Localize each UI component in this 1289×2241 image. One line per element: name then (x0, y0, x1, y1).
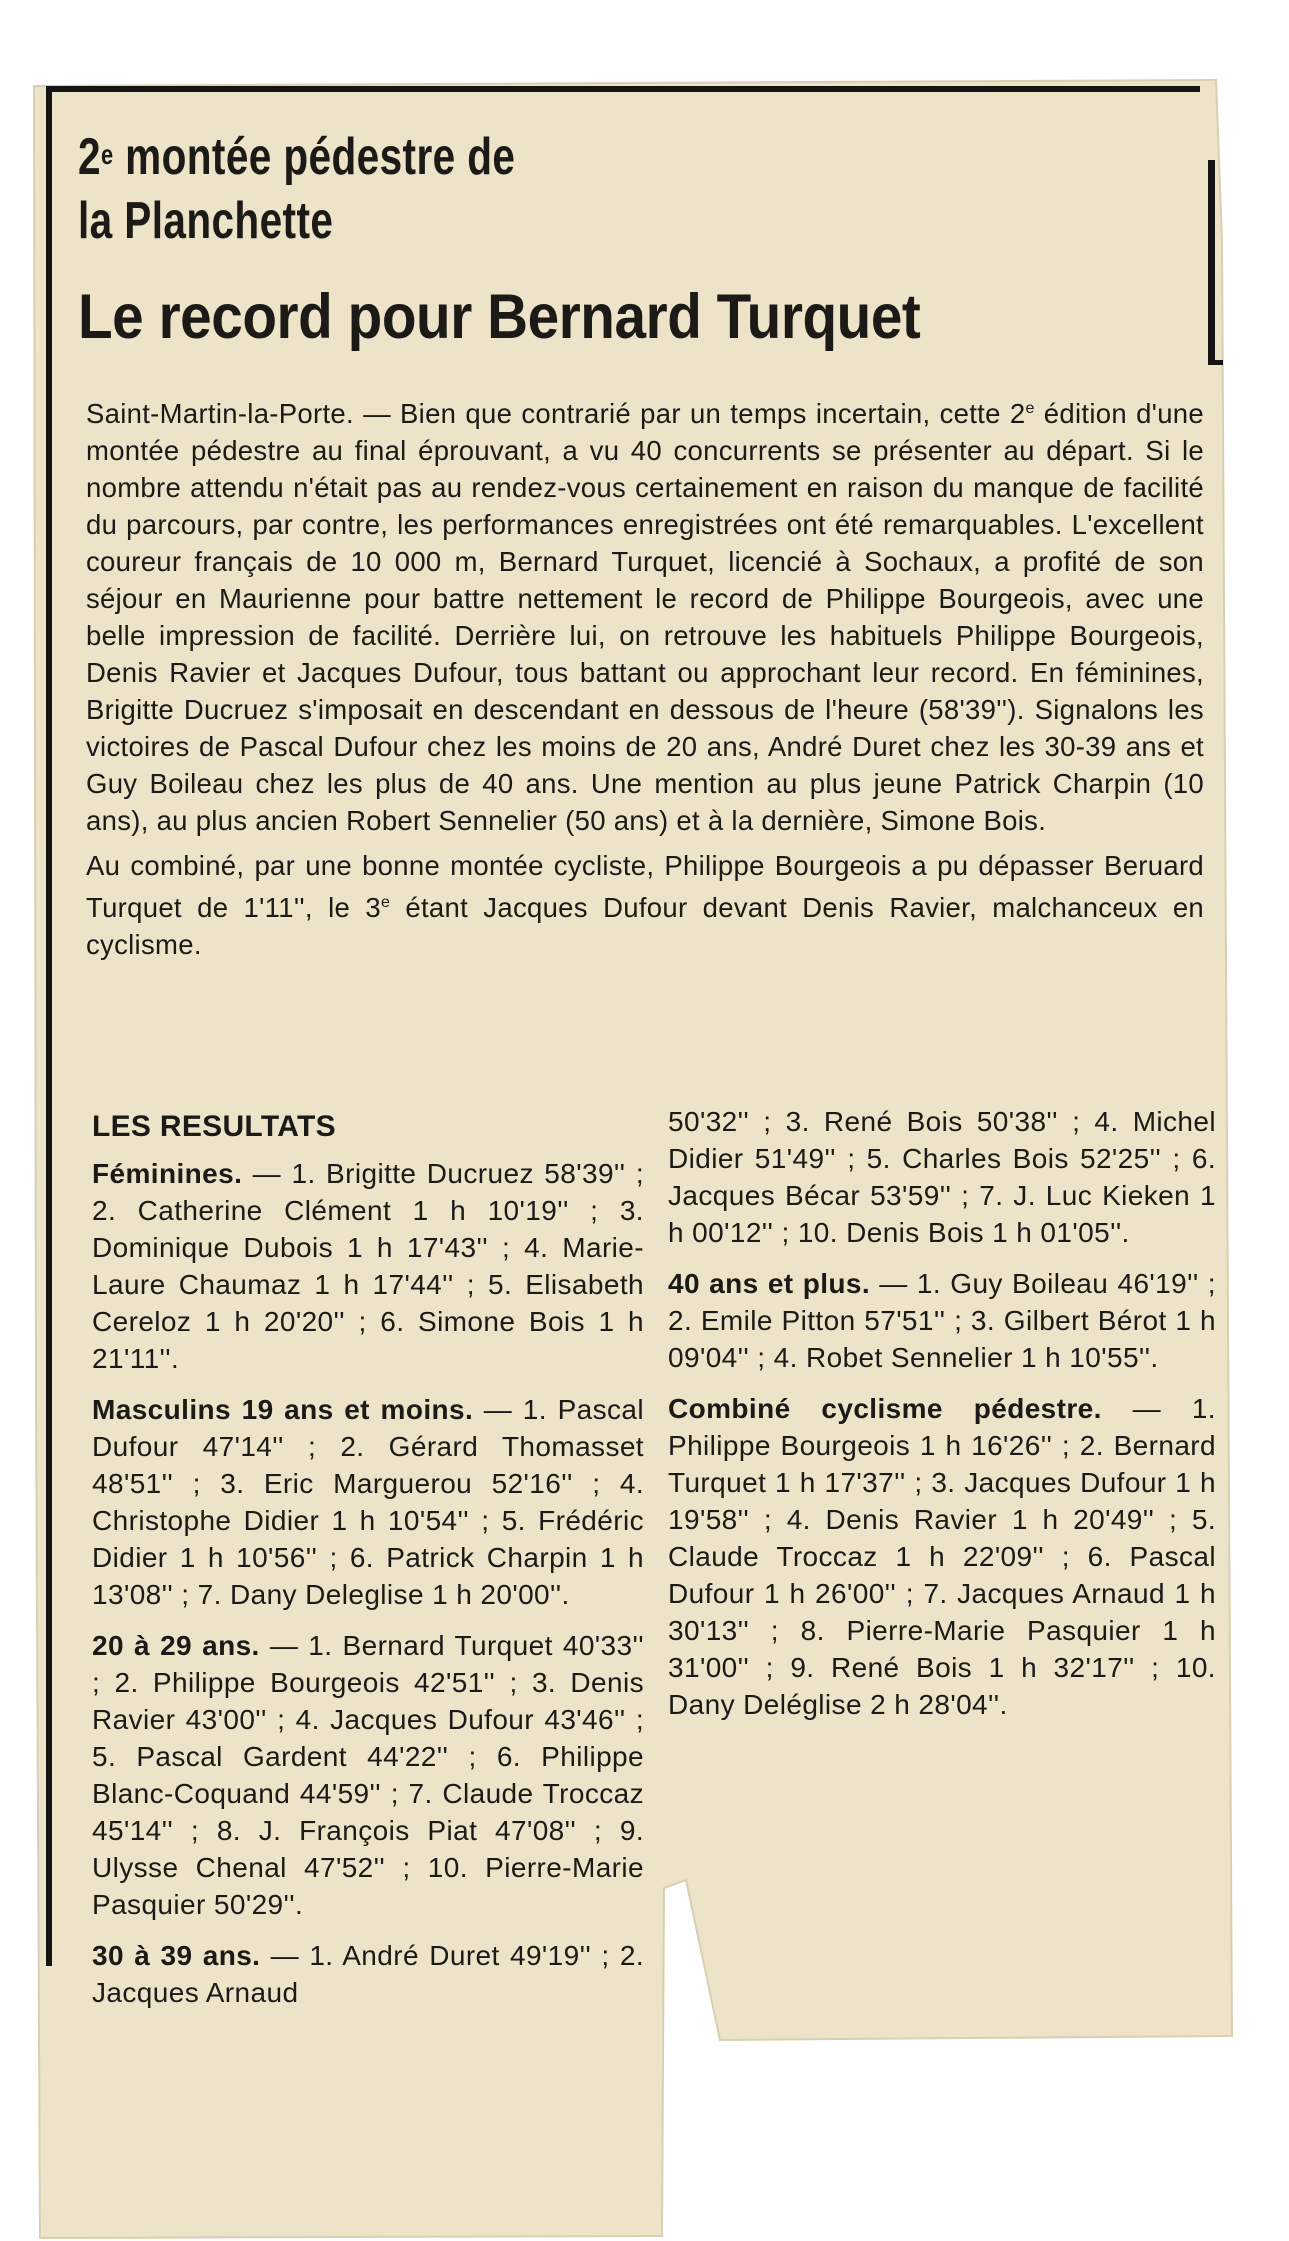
category-results: — 1. André Duret 49'19'' ; 2. Jacques Arnaud (92, 1940, 645, 2008)
results-30-39-continued: 50'32'' ; 3. René Bois 50'38'' ; 4. Michel Didier 51'49'' ; 5. Charles Bois 52'25'' ; 6. Jacques Bécar 53'59'' ; 7. J. Luc Kieken 1 h 00'12'' ; 10. Denis Bois 1 h 01'05''. (668, 1106, 1216, 1248)
paragraph-2-part-b: étant Jacques Dufour devant Denis Ravier, malchanceux en cyclisme. (86, 892, 1205, 961)
results-column-left (92, 1108, 644, 2025)
article-body (86, 390, 1204, 971)
right-rule (1208, 160, 1215, 365)
right-rule-foot (1208, 360, 1223, 365)
category-label: 40 ans et plus. (668, 1268, 871, 1299)
kicker (78, 125, 562, 253)
results-30-39 (92, 1937, 644, 2011)
results-combine (668, 1390, 1216, 1723)
category-label: Féminines. (92, 1158, 243, 1189)
category-results: — 1. Brigitte Ducruez 58'39'' ; 2. Catherine Clément 1 h 10'19'' ; 3. Dominique Dubois 1 h 17'43'' ; 4. Marie-Laure Chaumaz 1 h 17'44'' ; 5. Elisabeth Cereloz 1 h 20'20'' ; 6. Simone Bois 1 h 21'11''. (92, 1158, 644, 1374)
category-label: 30 à 39 ans. (92, 1940, 261, 1971)
paragraph-1-part-a: Saint-Martin-la-Porte. — Bien que contrarié par un temps incertain, cette 2 (86, 398, 1026, 430)
top-rule (48, 86, 1200, 92)
kicker-line-2: la Planchette (78, 192, 334, 250)
results-40-plus (668, 1265, 1216, 1376)
paragraph-1-part-b: édition d'une montée pédestre au final éprouvant, a vu 40 concurrents se présenter au départ. Si le nombre attendu n'était pas au rendez-vous certainement en raison du manque de facilité du parcours, par contre, les performances enregistrées ont été remarquables. L'excellent coureur français de 10 000 m, Bernard Turquet, licencié à Sochaux, a profité de son séjour en Maurienne pour battre nettement le record de Philippe Bourgeois, avec une belle impression de facilité. Derrière lui, on retrouve les habituels Philippe Bourgeois, Denis Ravier et Jacques Dufour, tous battant ou approchant leur record. En féminines, Brigitte Ducruez s'imposait en descendant en dessous de l'heure (58'39''). Signalons les victoires de Pascal Dufour chez les moins de 20 ans, André Duret chez les 30-39 ans et Guy Boileau chez les plus de 40 ans. Une mention au plus jeune Patrick Charpin (10 ans), au plus ancien Robert Sennelier (50 ans) et à la dernière, Simone Bois. (86, 398, 1204, 837)
category-label: 20 à 29 ans. (92, 1630, 260, 1661)
category-label: Combiné cyclisme pédestre. (668, 1393, 1102, 1424)
results-title: LES RESULTATS (92, 1110, 336, 1143)
paragraph-2-part-a: Au combiné, par une bonne montée cycliste, Philippe Bourgeois a pu dépasser Beruard Turquet de 1'11'', le 3 (86, 850, 1204, 924)
kicker-number: 2 (78, 128, 101, 186)
category-results: — 1. Guy Boileau 46'19'' ; 2. Emile Pitton 57'51'' ; 3. Gilbert Bérot 1 h 09'04'' ; 4. Robet Sennelier 1 h 10'55''. (668, 1268, 1216, 1373)
category-results: — 1. Bernard Turquet 40'33'' ; 2. Philippe Bourgeois 42'51'' ; 3. Denis Ravier 43'00'' ; 4. Jacques Dufour 43'46'' ; 5. Pascal Gardent 44'22'' ; 6. Philippe Blanc-Coquand 44'59'' ; 7. Claude Troccaz 45'14'' ; 8. J. François Piat 47'08'' ; 9. Ulysse Chenal 47'52'' ; 10. Pierre-Marie Pasquier 50'29''. (92, 1630, 644, 1920)
results-column-right (668, 1103, 1216, 1737)
results-feminines (92, 1155, 644, 1377)
kicker-rest: montée pédestre de (113, 128, 516, 186)
category-results: — 1. Pascal Dufour 47'14'' ; 2. Gérard Thomasset 48'51'' ; 3. Eric Marguerou 52'16'' ; 4. Christophe Didier 1 h 10'54'' ; 5. Frédéric Didier 1 h 10'56'' ; 6. Patrick Charpin 1 h 13'08'' ; 7. Dany Deleglise 1 h 20'00''. (92, 1394, 645, 1610)
category-results: — 1. Philippe Bourgeois 1 h 16'26'' ; 2. Bernard Turquet 1 h 17'37'' ; 3. Jacques Dufour 1 h 19'58'' ; 4. Denis Ravier 1 h 20'49'' ; 5. Claude Troccaz 1 h 22'09'' ; 6. Pascal Dufour 1 h 26'00'' ; 7. Jacques Arnaud 1 h 30'13'' ; 8. Pierre-Marie Pasquier 1 h 31'00'' ; 9. René Bois 1 h 32'17'' ; 10. Dany Deléglise 2 h 28'04''. (668, 1393, 1216, 1720)
kicker-superscript: e (100, 139, 114, 170)
results-masculins-19 (92, 1391, 644, 1613)
left-rule (46, 86, 52, 1966)
headline: Le record pour Bernard Turquet (78, 282, 921, 352)
results-20-29 (92, 1627, 644, 1923)
paragraph-1-superscript: e (1025, 400, 1035, 417)
paragraph-2 (86, 847, 1204, 963)
category-label: Masculins 19 ans et moins. (92, 1394, 474, 1425)
paragraph-2-superscript: e (380, 894, 391, 912)
paragraph-1 (86, 390, 1204, 839)
